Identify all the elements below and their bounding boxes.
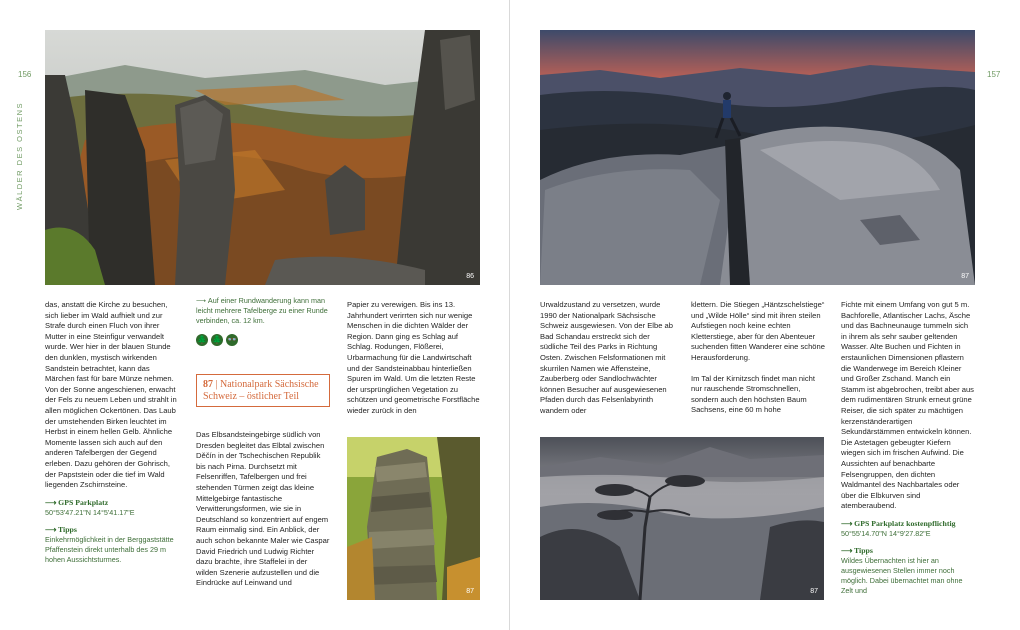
page-number-left: 156	[18, 70, 32, 79]
body-text: Das Elbsandsteingebirge südlich von Dresden begleitet das Elbtal zwischen Děčín in der Tschechischen Republik bis nach Pirna. Durchsetzt mit Felsenriffen, Tafelbergen und frei stehenden Türmen zeigt das kleine Mittelgebirge fantastische Verwitterungsformen, wie sie in Deutschland so konzentriert auf engem Raum einmalig sind. Ein Anblick, der auch schon bekannte Maler wie Caspar David Friedrich und Ludwig Richter dazu brachte, ihre Staffelei in der wilden Szenerie aufzustellen und die Eindrücke auf Leinwand und	[196, 430, 330, 588]
route-note	[196, 296, 330, 326]
tips-text: Wildes Übernachten ist hier an ausgewiesenen Stellen immer noch möglich. Dabei übernachtet man ohne Zelt und	[841, 555, 963, 595]
photo-number: 86	[466, 273, 474, 280]
binoculars-icon: 👓	[227, 335, 237, 344]
body-text: Papier zu verewigen. Bis ins 13. Jahrhundert verirrten sich nur wenige Menschen in die dichten Wälder der Region. Dann ging es Schlag auf Schlag. Rodungen, Flößerei, Urbarmachung für die Landwirtschaft und der Sandsteinabbau hinterließen Spuren im Wald. Um die letzten Reste der ursprünglichen Vegetation zu schützen und geometrische Forstfläche wieder zurück in den	[347, 300, 480, 415]
body-text-1: klettern. Die Stiegen „Häntzschelstiege“ und „Wilde Hölle“ sind mit ihren steilen Aufstiegen noch keine echten Kletterstiege, aber für den Abenteuer suchenden fitten Wanderer eine schöne Herausforderung.	[691, 300, 825, 362]
photo-number: 87	[810, 588, 818, 595]
location-title: Nationalpark Sächsische Schweiz – östlicher Teil	[203, 379, 319, 402]
photo-sunset-hiker	[540, 30, 975, 285]
body-text-2: Im Tal der Kirnitzsch findet man nicht nur rauschende Stromschnellen, sondern auch den höchsten Baum Sachsens, eine 60 m hohe	[691, 373, 815, 415]
tips-block	[45, 525, 180, 565]
gps-block	[45, 498, 180, 518]
text-column-6	[841, 300, 975, 596]
arrow-right-icon: ⟶	[196, 296, 208, 305]
text-column-2-body	[196, 430, 330, 589]
photo-autumn-sandstone-towers	[45, 30, 480, 285]
arrow-right-icon: ⟶	[841, 518, 855, 528]
tips-block	[841, 546, 975, 596]
text-column-5	[691, 300, 825, 416]
tips-text: Einkehrmöglichkeit in der Berggaststätte Pfaffenstein direkt unterhalb des 29 m hohen Aussichtsturmes.	[45, 534, 174, 564]
arrow-right-icon: ⟶	[45, 497, 59, 507]
page-gutter	[509, 0, 510, 630]
route-note-text: Auf einer Rundwanderung kann man leicht mehrere Tafelberge zu einer Runde verbinden, ca. 12 km.	[196, 296, 328, 325]
arrow-right-icon: ⟶	[45, 524, 58, 534]
gps-value: 50°53'47.21"N 14°5'41.17"E	[45, 507, 135, 517]
photo-misty-valley-pine	[540, 437, 824, 600]
photo-number: 87	[961, 273, 969, 280]
arrow-right-icon: ⟶	[841, 545, 854, 555]
gps-block	[841, 519, 975, 539]
gps-value: 50°55'14.70"N 14°9'27.82"E	[841, 528, 931, 538]
activity-icons	[196, 334, 330, 346]
text-column-3	[347, 300, 481, 417]
photo-mossy-rock-tower	[347, 437, 480, 600]
body-text: Urwaldzustand zu versetzen, wurde 1990 der Nationalpark Sächsische Schweiz ausgewiesen. Von der Elbe ab Bad Schandau erstreckt sich der südliche Teil des Parks in Richtung Osten. Zwischen Felsformationen mit skurrilen Namen wie Affensteine, Zauberberg oder Sandlochwächter können Besucher auf ausgewiesenen Pfaden durch das Felsenlabyrinth wandern oder	[540, 300, 673, 415]
location-number: 87	[203, 379, 213, 390]
gps-label: GPS Parkplatz kostenpflichtig	[854, 518, 956, 528]
tips-label: Tipps	[58, 524, 77, 534]
location-heading-box: 87 | Nationalpark Sächsische Schweiz – östlicher Teil	[196, 374, 330, 407]
text-column-2	[196, 296, 330, 346]
text-column-1	[45, 300, 180, 565]
page-number-right: 157	[987, 70, 1001, 79]
body-text: das, anstatt die Kirche zu besuchen, sich lieber im Wald aufhielt und zur Strafe durch einen Fluch von ihrer Mutter in eine Steinfigur verwandelt wurde. Wer hier in der blauen Stunde den dunklen, mystisch wirkenden Sandstein betrachtet, kann das Märchen fast für bare Münze nehmen. Von der Sonne angeschienen, erwacht der Fels zu neuem Leben und strahlt in allen möglichen Ockertönen. Das Laub der umstehenden Birken leuchtet im Herbst in einem hellen Gelb. Ähnliche Momente lassen sich auch auf den anderen Tafelbergen der Gegend erleben. Dazu gehören der Gohrisch, der Papststein oder die tief im Wald liegenden Zschirnsteine.	[45, 300, 177, 490]
photo-number: 87	[466, 588, 474, 595]
section-title-vertical: WÄLDER DES OSTENS	[15, 101, 24, 210]
gps-label: GPS Parkplatz	[58, 497, 109, 507]
tips-label: Tipps	[854, 545, 873, 555]
body-text: Fichte mit einem Umfang von gut 5 m. Bachforelle, Atlantischer Lachs, Äsche und das Bachneunauge tummeln sich in ihrem als sehr sauber geltenden Wasser. Alte Buchen und Fichten in erstaunlichen Dimensionen pflastern die Wanderwege im Bereich Kleiner und Großer Zschand. Manch ein Stamm ist abgebrochen, treibt aber aus dem rudimentären Strunk erneut grüne Reiser, die sich später zu mächtigen kerzenständerartigen Sekundärstämmen entwickeln können. Die Astetagen gebeugter Kiefern wiegen sich im frischen Aufwind. Die Aussichten auf benachbarte Felsengruppen, den dichten Waldmantel des Nachbartales oder über die Elbkurven sind atemberaubend.	[841, 300, 974, 511]
hiking-icon: 🌲	[197, 335, 207, 344]
text-column-4	[540, 300, 674, 417]
forest-icon: 🌲	[212, 335, 222, 344]
